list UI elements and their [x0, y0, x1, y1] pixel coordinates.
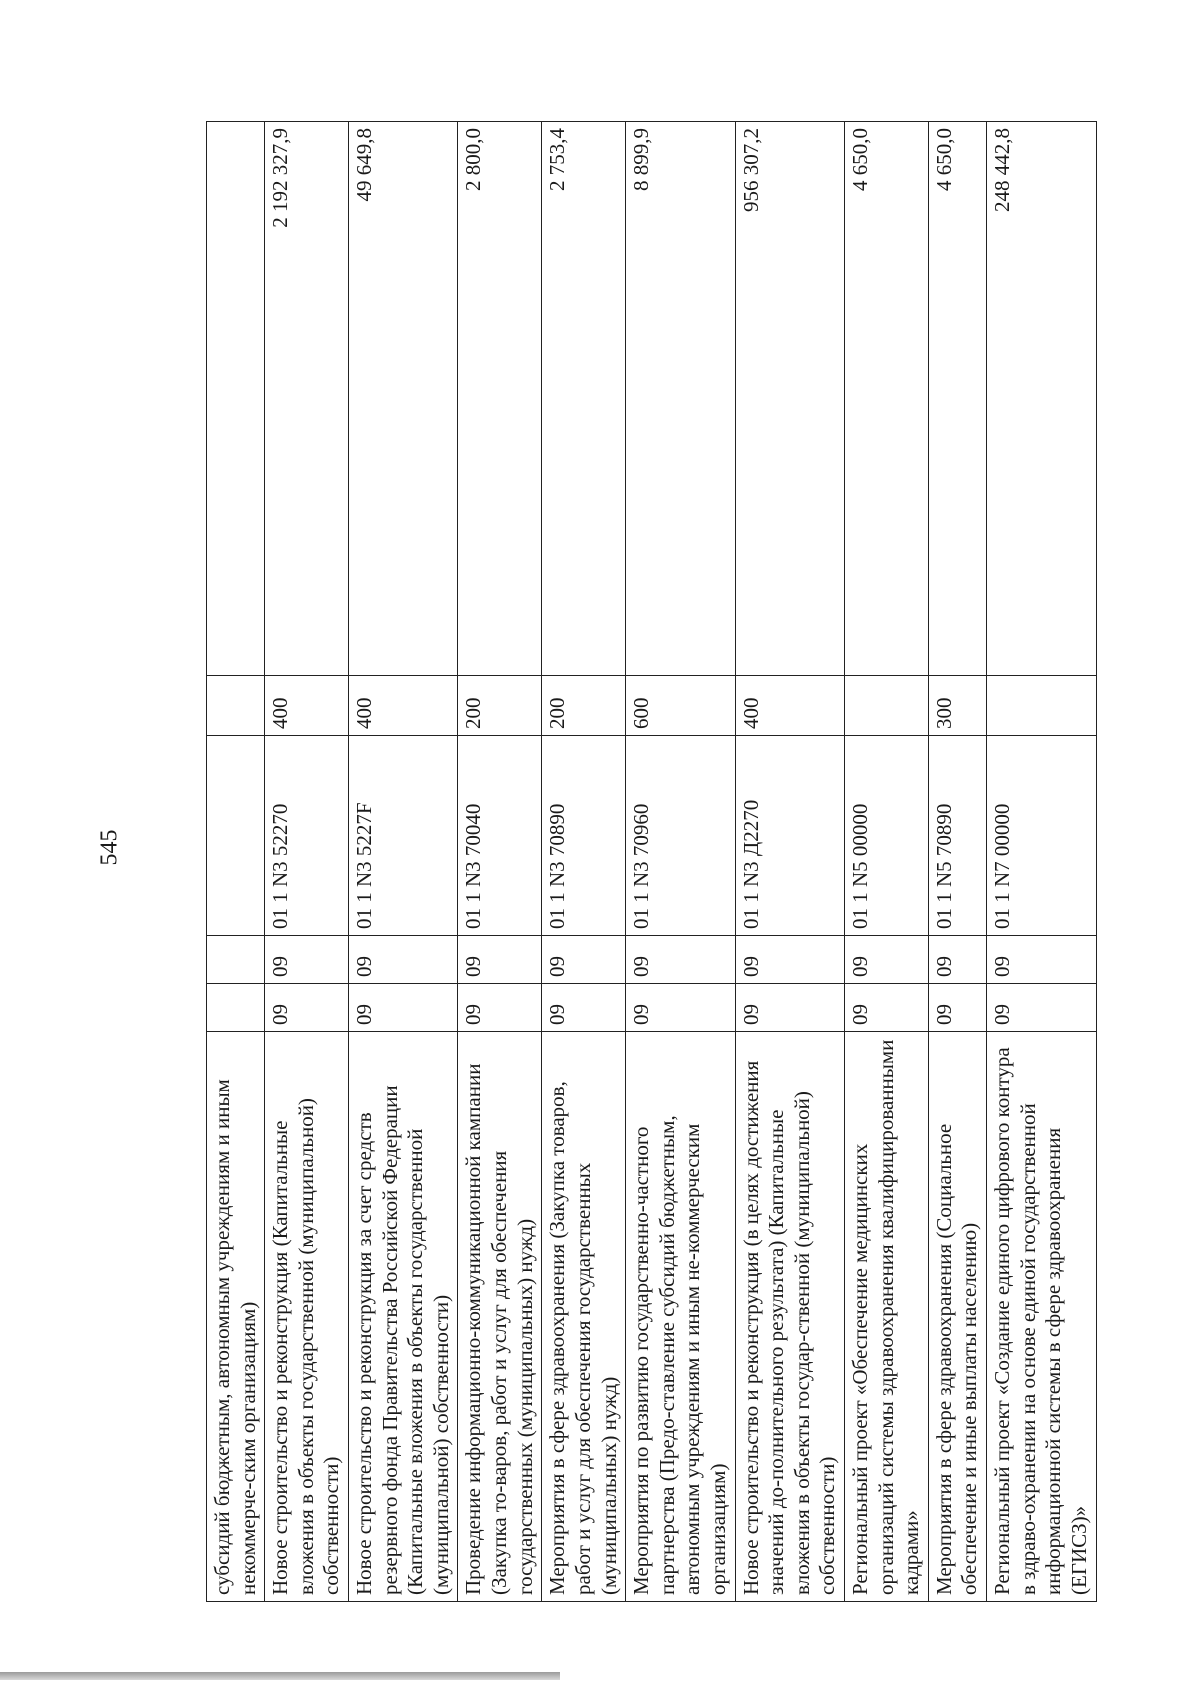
row-target-article-cell: 01 1 N5 70890 [928, 736, 986, 936]
row-amount-cell: 4 650,0 [845, 122, 929, 676]
row-amount-cell: 4 650,0 [928, 122, 986, 676]
row-expense-type-cell: 200 [458, 676, 542, 736]
row-target-article-cell: 01 1 N3 70960 [626, 736, 735, 936]
row-name-cell: Новое строительство и реконструкция (Капитальные вложения в объекты государственной (муниципальной) собственности) [265, 1032, 349, 1602]
row-grbs-cell [207, 984, 265, 1032]
row-name-cell: Мероприятия в сфере здравоохранения (Закупка товаров, работ и услуг для обеспечения государственных (муниципальных) нужд) [542, 1032, 626, 1602]
table-row [987, 122, 1096, 1602]
table-row [458, 122, 542, 1602]
row-grbs-cell: 09 [265, 984, 349, 1032]
row-grbs-cell: 09 [349, 984, 458, 1032]
row-target-article-cell: 01 1 N3 70890 [542, 736, 626, 936]
row-section-cell: 09 [928, 936, 986, 984]
row-target-article-cell: 01 1 N3 52270 [265, 736, 349, 936]
table-row [626, 122, 735, 1602]
table-row [542, 122, 626, 1602]
budget-table [206, 121, 1097, 1602]
row-target-article-cell: 01 1 N3 Д2270 [735, 736, 844, 936]
row-amount-cell: 8 899,9 [626, 122, 735, 676]
row-expense-type-cell: 400 [265, 676, 349, 736]
page-number: 545 [96, 829, 123, 866]
table-row [845, 122, 929, 1602]
row-amount-cell: 2 753,4 [542, 122, 626, 676]
row-expense-type-cell [987, 676, 1096, 736]
row-expense-type-cell [207, 676, 265, 736]
row-section-cell: 09 [265, 936, 349, 984]
row-amount-cell: 49 649,8 [349, 122, 458, 676]
row-name-cell: Проведение информационно-коммуникационной кампании (Закупка то-варов, работ и услуг для обеспечения государственных (муниципальных) нужд) [458, 1032, 542, 1602]
budget-table-body [207, 122, 1097, 1602]
row-target-article-cell: 01 1 N3 5227F [349, 736, 458, 936]
scan-edge-shadow [0, 1672, 560, 1680]
row-amount-cell: 956 307,2 [735, 122, 844, 676]
row-name-cell: Региональный проект «Создание единого цифрового контура в здраво-охранении на основе единой государственной информационной системы в сфере здравоохранения (ЕГИСЗ)» [987, 1032, 1096, 1602]
row-amount-cell [207, 122, 265, 676]
row-expense-type-cell: 200 [542, 676, 626, 736]
row-target-article-cell: 01 1 N7 00000 [987, 736, 1096, 936]
row-amount-cell: 2 800,0 [458, 122, 542, 676]
row-section-cell: 09 [542, 936, 626, 984]
row-section-cell: 09 [845, 936, 929, 984]
row-target-article-cell [207, 736, 265, 936]
table-row [928, 122, 986, 1602]
row-grbs-cell: 09 [735, 984, 844, 1032]
row-expense-type-cell: 400 [349, 676, 458, 736]
row-section-cell: 09 [626, 936, 735, 984]
row-section-cell [207, 936, 265, 984]
row-grbs-cell: 09 [458, 984, 542, 1032]
row-section-cell: 09 [458, 936, 542, 984]
row-section-cell: 09 [735, 936, 844, 984]
row-section-cell: 09 [349, 936, 458, 984]
row-name-cell: Мероприятия в сфере здравоохранения (Социальное обеспечение и иные выплаты населению) [928, 1032, 986, 1602]
row-name-cell: Мероприятия по развитию государственно-частного партнерства (Предо-ставление субсидий бюджетным, автономным учреждениям и иным не-коммерческим организациям) [626, 1032, 735, 1602]
table-row [265, 122, 349, 1602]
row-amount-cell: 2 192 327,9 [265, 122, 349, 676]
row-section-cell: 09 [987, 936, 1096, 984]
row-name-cell: субсидий бюджетным, автономным учреждениям и иным некоммерче-ским организациям) [207, 1032, 265, 1602]
row-name-cell: Региональный проект «Обеспечение медицинских организаций системы здравоохранения квалифицированными кадрами» [845, 1032, 929, 1602]
row-target-article-cell: 01 1 N5 00000 [845, 736, 929, 936]
row-name-cell: Новое строительство и реконструкция (в целях достижения значений до-полнительного результата) (Капитальные вложения в объекты государ-ственной (муниципальной) собственности) [735, 1032, 844, 1602]
row-target-article-cell: 01 1 N3 70040 [458, 736, 542, 936]
row-name-cell: Новое строительство и реконструкция за счет средств резервного фонда Правительства Российской Федерации (Капитальные вложения в объекты государственной (муниципальной) собственности) [349, 1032, 458, 1602]
row-grbs-cell: 09 [626, 984, 735, 1032]
row-expense-type-cell: 300 [928, 676, 986, 736]
row-grbs-cell: 09 [987, 984, 1096, 1032]
table-row [207, 122, 265, 1602]
rotated-page-content [206, 122, 1091, 1602]
row-grbs-cell: 09 [542, 984, 626, 1032]
row-expense-type-cell [845, 676, 929, 736]
row-grbs-cell: 09 [845, 984, 929, 1032]
table-row [349, 122, 458, 1602]
row-expense-type-cell: 600 [626, 676, 735, 736]
table-row [735, 122, 844, 1602]
row-amount-cell: 248 442,8 [987, 122, 1096, 676]
row-expense-type-cell: 400 [735, 676, 844, 736]
row-grbs-cell: 09 [928, 984, 986, 1032]
